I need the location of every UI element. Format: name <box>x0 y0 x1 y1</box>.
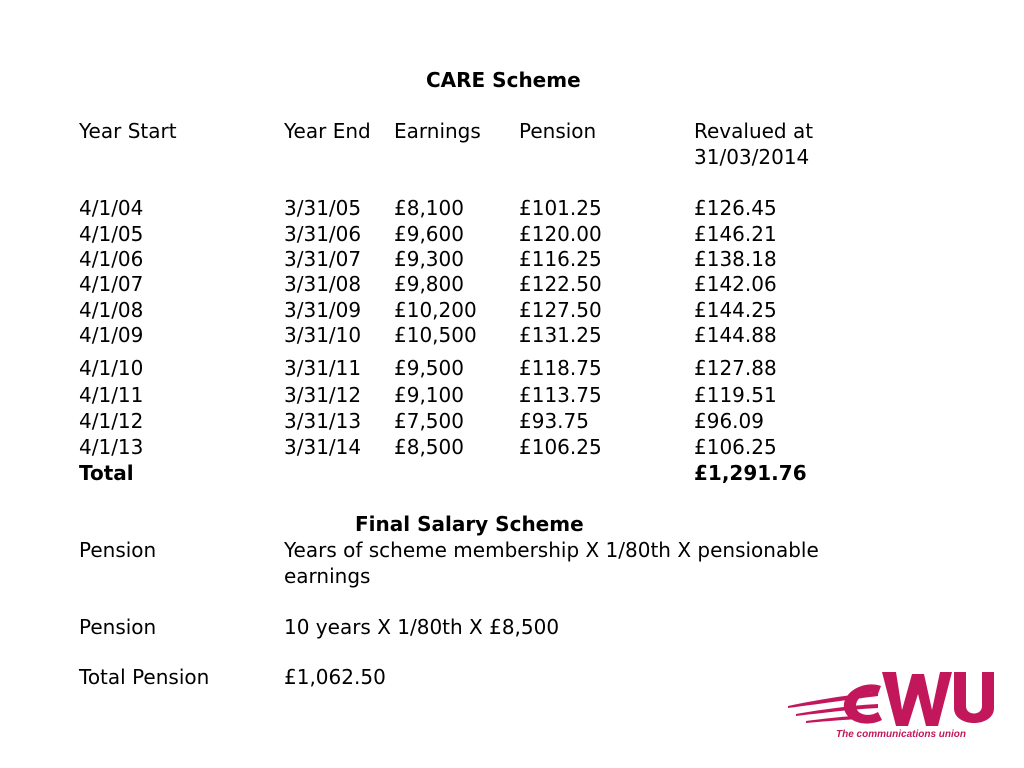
example-label: Pension <box>79 615 157 639</box>
total-pension-value: £1,062.50 <box>284 665 386 689</box>
cell-year-start: 4/1/08 <box>79 298 144 322</box>
cell-pension: £116.25 <box>519 247 602 271</box>
example-calculation: 10 years X 1/80th X £8,500 <box>284 615 560 639</box>
cell-pension: £122.50 <box>519 272 602 296</box>
cell-year-end: 3/31/11 <box>284 356 362 380</box>
cell-year-end: 3/31/12 <box>284 383 362 407</box>
cell-earnings: £10,200 <box>394 298 477 322</box>
cell-revalued: £126.45 <box>694 196 777 220</box>
cell-revalued: £106.25 <box>694 435 777 459</box>
cell-year-start: 4/1/07 <box>79 272 144 296</box>
final-salary-title: Final Salary Scheme <box>355 512 584 536</box>
cell-earnings: £9,600 <box>394 222 464 246</box>
cell-year-end: 3/31/06 <box>284 222 362 246</box>
cell-year-end: 3/31/09 <box>284 298 362 322</box>
cell-earnings: £9,500 <box>394 356 464 380</box>
cell-earnings: £9,100 <box>394 383 464 407</box>
cell-year-end: 3/31/10 <box>284 323 362 347</box>
cell-revalued: £96.09 <box>694 409 764 433</box>
total-pension-label: Total Pension <box>79 665 210 689</box>
care-scheme-title: CARE Scheme <box>426 68 581 92</box>
cell-revalued: £146.21 <box>694 222 777 246</box>
cell-year-end: 3/31/05 <box>284 196 362 220</box>
cell-revalued: £119.51 <box>694 383 777 407</box>
formula-label: Pension <box>79 538 157 562</box>
cell-revalued: £144.25 <box>694 298 777 322</box>
total-label: Total <box>79 461 134 485</box>
header-pension: Pension <box>519 119 597 143</box>
cell-year-start: 4/1/10 <box>79 356 144 380</box>
header-revalued: Revalued at <box>694 119 814 143</box>
cell-revalued: £144.88 <box>694 323 777 347</box>
cell-earnings: £8,100 <box>394 196 464 220</box>
cell-earnings: £7,500 <box>394 409 464 433</box>
cell-pension: £118.75 <box>519 356 602 380</box>
header-year-start: Year Start <box>79 119 177 143</box>
cell-earnings: £9,800 <box>394 272 464 296</box>
cell-year-end: 3/31/14 <box>284 435 362 459</box>
cell-year-start: 4/1/12 <box>79 409 144 433</box>
formula-text: Years of scheme membership X 1/80th X pensionable <box>284 538 819 562</box>
cell-year-start: 4/1/13 <box>79 435 144 459</box>
cell-year-start: 4/1/05 <box>79 222 144 246</box>
cell-pension: £106.25 <box>519 435 602 459</box>
cell-year-end: 3/31/13 <box>284 409 362 433</box>
header-year-end: Year End <box>284 119 371 143</box>
cell-revalued: £138.18 <box>694 247 777 271</box>
cell-pension: £120.00 <box>519 222 602 246</box>
header-revalued-date: 31/03/2014 <box>694 145 810 169</box>
cell-pension: £93.75 <box>519 409 589 433</box>
cell-pension: £127.50 <box>519 298 602 322</box>
formula-text-continued: earnings <box>284 564 371 588</box>
cell-earnings: £8,500 <box>394 435 464 459</box>
cell-year-start: 4/1/04 <box>79 196 144 220</box>
cell-year-start: 4/1/09 <box>79 323 144 347</box>
cell-pension: £113.75 <box>519 383 602 407</box>
cell-pension: £131.25 <box>519 323 602 347</box>
cell-revalued: £142.06 <box>694 272 777 296</box>
cell-earnings: £9,300 <box>394 247 464 271</box>
cell-year-start: 4/1/06 <box>79 247 144 271</box>
header-earnings: Earnings <box>394 119 481 143</box>
cwu-tagline: The communications union <box>836 729 967 740</box>
cell-revalued: £127.88 <box>694 356 777 380</box>
cell-earnings: £10,500 <box>394 323 477 347</box>
cell-year-start: 4/1/11 <box>79 383 144 407</box>
cell-pension: £101.25 <box>519 196 602 220</box>
cell-year-end: 3/31/07 <box>284 247 362 271</box>
cell-year-end: 3/31/08 <box>284 272 362 296</box>
total-value: £1,291.76 <box>694 461 807 485</box>
